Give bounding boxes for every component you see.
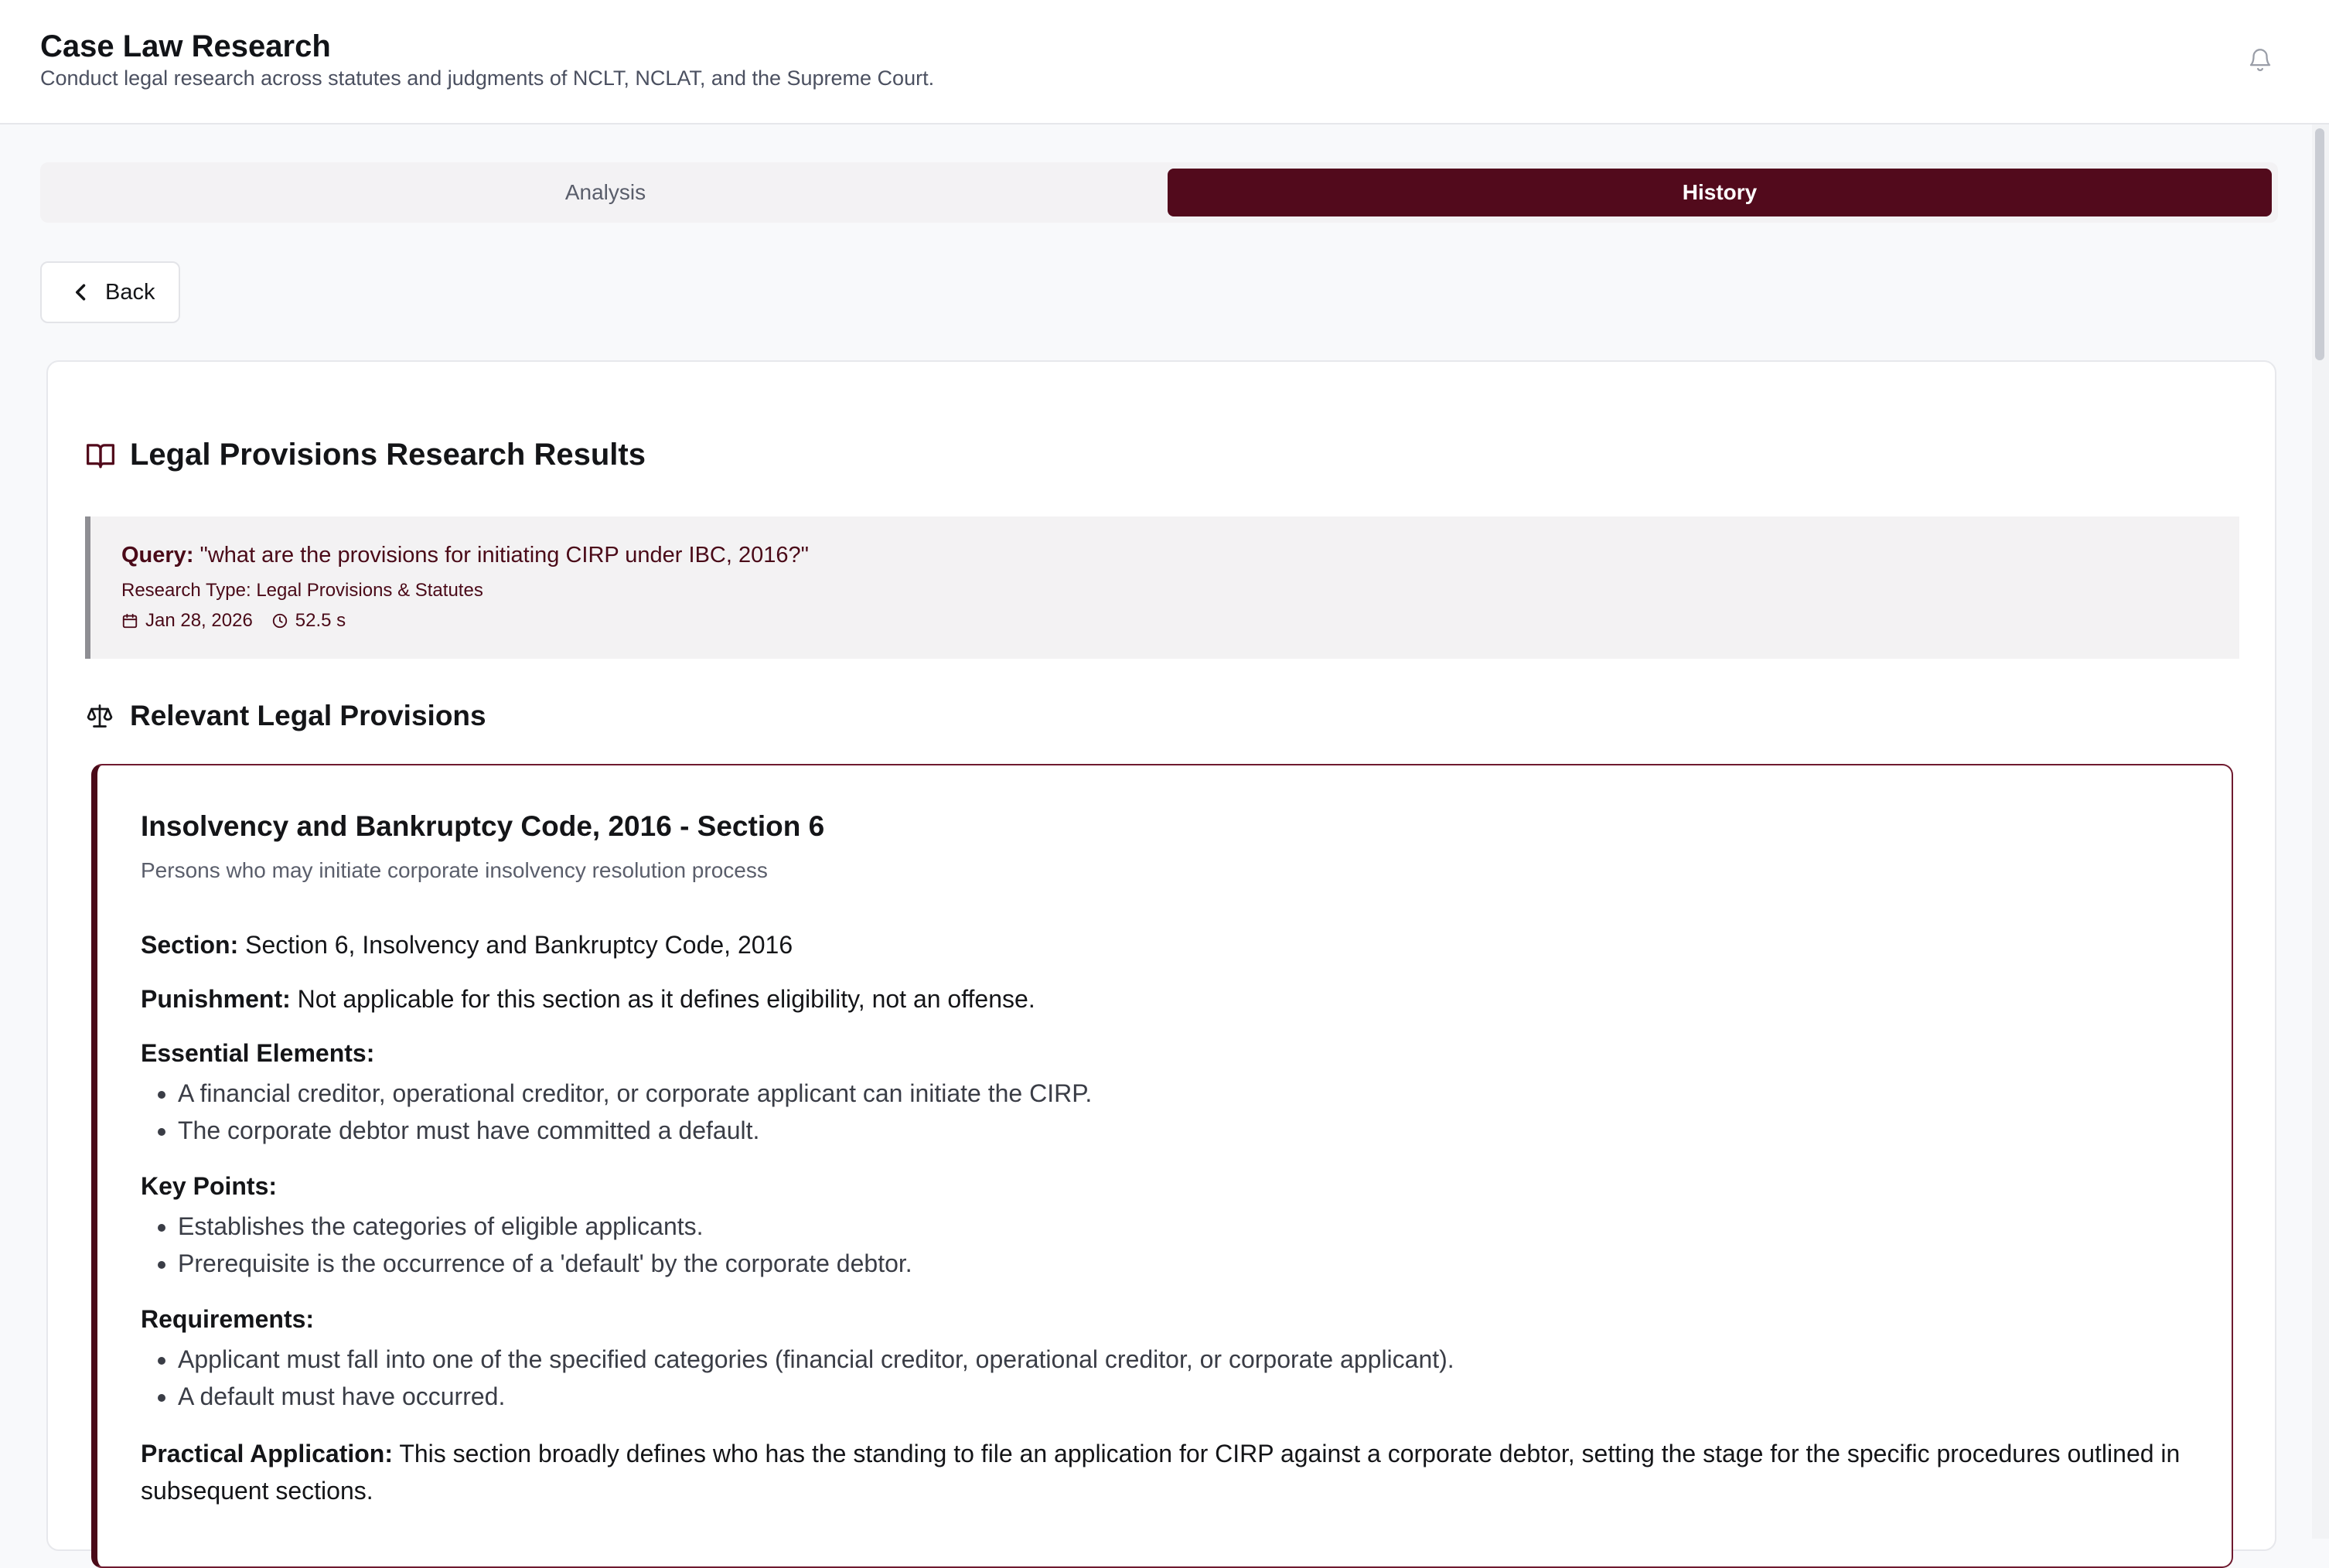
clock-icon xyxy=(271,612,288,629)
research-type: Research Type: Legal Provisions & Statutes xyxy=(121,580,483,601)
essential-elements-list xyxy=(141,1075,2182,1149)
tab-bar xyxy=(40,162,2278,223)
list-item: • The corporate debtor must have committed a default. xyxy=(178,1112,2182,1149)
provision-body xyxy=(141,928,2182,1509)
scales-icon xyxy=(85,702,114,730)
practical-application-label: Practical Application: xyxy=(141,1440,393,1467)
tab-analysis[interactable]: Analysis xyxy=(564,180,646,204)
list-item: • A financial creditor, operational creditor, or corporate applicant can initiate the CIRP. xyxy=(178,1075,2182,1112)
results-title: Legal Provisions Research Results xyxy=(130,438,646,472)
section-row xyxy=(141,928,2182,962)
essential-elements-label: Essential Elements: xyxy=(141,1039,375,1067)
back-button[interactable] xyxy=(40,261,180,323)
section-label: Section: xyxy=(141,931,239,959)
query-text: "what are the provisions for initiating CIRP under IBC, 2016?" xyxy=(199,543,809,568)
tab-history[interactable]: History xyxy=(1168,169,2272,216)
list-item: • Prerequisite is the occurrence of a 'default' by the corporate debtor. xyxy=(178,1245,2182,1282)
punishment-label: Punishment: xyxy=(141,985,291,1013)
query-duration: 52.5 s xyxy=(295,610,346,631)
query-line xyxy=(121,543,809,568)
results-heading xyxy=(85,438,646,472)
requirements-label: Requirements: xyxy=(141,1305,315,1333)
provisions-title: Relevant Legal Provisions xyxy=(130,700,486,731)
page-title: Case Law Research xyxy=(40,29,331,63)
query-summary xyxy=(85,516,2239,659)
section-value: Section 6, Insolvency and Bankruptcy Code, 2016 xyxy=(245,931,793,959)
key-points-list xyxy=(141,1208,2182,1282)
punishment-row xyxy=(141,982,2182,1016)
provision-title: Insolvency and Bankruptcy Code, 2016 - Section 6 xyxy=(141,810,825,842)
provision-description: Persons who may initiate corporate insolvency resolution process xyxy=(141,858,768,882)
open-book-icon xyxy=(85,441,116,469)
provision-card xyxy=(91,764,2233,1568)
query-date: Jan 28, 2026 xyxy=(145,610,253,631)
page-subtitle: Conduct legal research across statutes and judgments of NCLT, NCLAT, and the Supreme Court. xyxy=(40,66,935,90)
scrollbar-thumb[interactable] xyxy=(2315,128,2324,360)
calendar-icon xyxy=(121,612,138,629)
query-label: Query: xyxy=(121,543,194,568)
punishment-value: Not applicable for this section as it defines eligibility, not an offense. xyxy=(297,985,1035,1013)
query-meta xyxy=(121,610,346,632)
key-points-label: Key Points: xyxy=(141,1172,278,1200)
list-item: • Establishes the categories of eligible applicants. xyxy=(178,1208,2182,1245)
requirements-list xyxy=(141,1341,2182,1415)
practical-application-value: This section broadly defines who has the standing to file an application for CIRP against a corporate debtor, setting the stage for the specific procedures outlined in subsequent sections. xyxy=(141,1440,2181,1505)
list-item: • Applicant must fall into one of the specified categories (financial creditor, operational creditor, or corporate applicant). xyxy=(178,1341,2182,1378)
practical-application-row xyxy=(141,1435,2182,1509)
page-header xyxy=(0,0,2329,124)
back-button-label: Back xyxy=(105,279,155,305)
chevron-left-icon xyxy=(73,281,90,303)
list-item: • A default must have occurred. xyxy=(178,1378,2182,1415)
provisions-heading xyxy=(85,700,486,732)
bell-icon[interactable] xyxy=(2247,45,2273,74)
